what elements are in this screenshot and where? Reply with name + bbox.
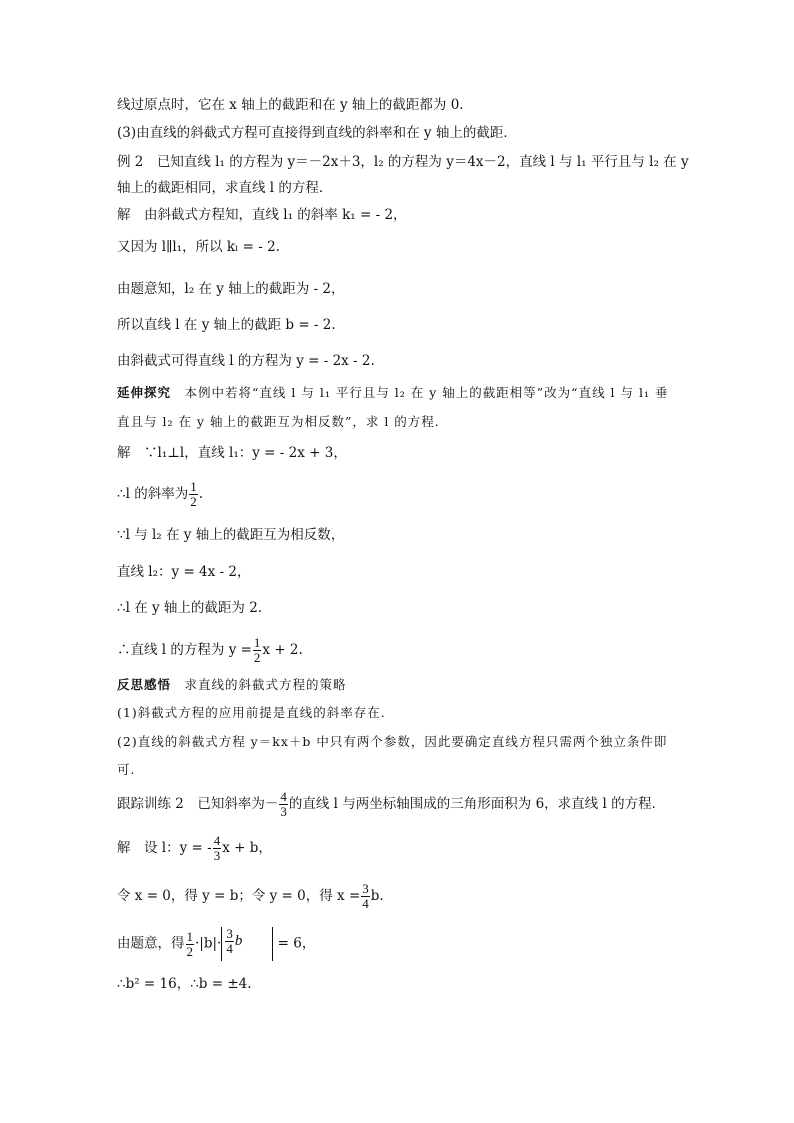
solution-line: 又因为 l∥l₁，所以 kₗ = - 2. — [117, 239, 280, 255]
numerator: 3 — [226, 926, 233, 941]
text: . — [198, 486, 203, 502]
solution-line: ∴l 在 y 轴上的截距为 2. — [117, 600, 263, 616]
solution-line: ∴b² = 16，∴b = ±4. — [117, 976, 252, 992]
text-line: 轴上的截距相同，求直线 l 的方程． — [117, 180, 333, 196]
numerator: 1 — [186, 928, 193, 944]
solution-line — [117, 882, 384, 911]
denominator: 2 — [186, 943, 193, 959]
text: x + 2. — [262, 642, 303, 658]
solution-line: 由题意知，l₂ 在 y 轴上的截距为 - 2， — [117, 281, 345, 297]
text-line: (1)斜截式方程的应用前提是直线的斜率存在. — [117, 705, 386, 720]
solution-line: 直线 l₂：y = 4x - 2， — [117, 564, 251, 580]
numerator: 4 — [213, 833, 221, 848]
solution-line — [117, 480, 203, 509]
solution-line: 由斜截式可得直线 l 的方程为 y = - 2x - 2. — [117, 353, 375, 369]
text-line: 可. — [117, 762, 136, 777]
reflection-heading — [117, 676, 347, 694]
numerator: 4 — [280, 789, 287, 804]
fraction — [186, 930, 195, 959]
denominator: 2 — [253, 650, 261, 665]
text-line: (2)直线的斜截式方程 y＝kx＋b 中只有两个参数，因此要确定直线方程只需两个独立条件即 — [117, 734, 668, 749]
solution-line — [117, 927, 315, 961]
extension-question — [117, 384, 668, 402]
denominator: 3 — [213, 848, 221, 863]
text: b. — [370, 888, 384, 904]
numerator: 3 — [362, 881, 369, 896]
fraction — [213, 834, 222, 863]
solution-line: ∵l 与 l₂ 在 y 轴上的截距互为相反数， — [117, 527, 345, 543]
denominator: 4 — [226, 941, 233, 956]
text-line: 线过原点时，它在 x 轴上的截距和在 y 轴上的截距都为 0. — [117, 97, 464, 113]
text: ∴l 的斜率为 — [117, 486, 189, 502]
denominator: 2 — [190, 494, 197, 509]
text: ∴直线 l 的方程为 y = — [117, 642, 252, 658]
extension-label: 延伸探究 — [117, 385, 172, 400]
solution-line: 解 ∵l₁⊥l，直线 l₁：y = - 2x + 3， — [117, 445, 347, 461]
text: 由题意，得 — [117, 935, 185, 952]
text: 令 x = 0，得 y = b；令 y = 0，得 x = — [117, 888, 361, 904]
numerator: 1 — [253, 635, 261, 650]
solution-line: 解 由斜截式方程知，直线 l₁ 的斜率 k₁ = - 2， — [117, 207, 407, 223]
example-2-question: 例 2 已知直线 l₁ 的方程为 y＝－2x＋3，l₂ 的方程为 y＝4x－2，直线 l 与 l₁ 平行且与 l₂ 在 y — [117, 154, 689, 170]
fraction — [189, 480, 198, 509]
denominator: 4 — [362, 896, 369, 911]
fraction — [279, 790, 288, 819]
text: 的直线 l 与两坐标轴围成的三角形面积为 6，求直线 l 的方程． — [288, 796, 666, 812]
extension-text: 本例中若将“直线 l 与 l₁ 平行且与 l₂ 在 y 轴上的截距相等”改为“直线 l 与 l₁ 垂 — [184, 385, 669, 400]
solution-line: 所以直线 l 在 y 轴上的截距 b = - 2. — [117, 317, 336, 333]
practice-2-question — [117, 790, 665, 819]
text: = 6， — [277, 935, 316, 952]
fraction — [253, 636, 262, 665]
absolute-value — [221, 927, 273, 961]
text: ·|b|· — [195, 935, 222, 952]
text-line: 直且与 l₂ 在 y 轴上的截距互为相反数”，求 l 的方程. — [117, 414, 440, 429]
variable: b — [234, 933, 243, 949]
denominator: 3 — [280, 804, 287, 819]
reflection-title: 求直线的斜截式方程的策略 — [184, 677, 347, 692]
fraction — [225, 927, 234, 956]
solution-line — [117, 636, 303, 665]
fraction — [361, 882, 370, 911]
text: 解 设 l：y = - — [117, 840, 212, 856]
text: x + b， — [222, 840, 272, 856]
text: 跟踪训练 2 已知斜率为－ — [117, 796, 279, 812]
numerator: 1 — [190, 479, 197, 494]
reflection-label: 反思感悟 — [117, 677, 172, 692]
text-line: (3)由直线的斜截式方程可直接得到直线的斜率和在 y 轴上的截距． — [117, 125, 517, 141]
solution-line — [117, 834, 272, 863]
